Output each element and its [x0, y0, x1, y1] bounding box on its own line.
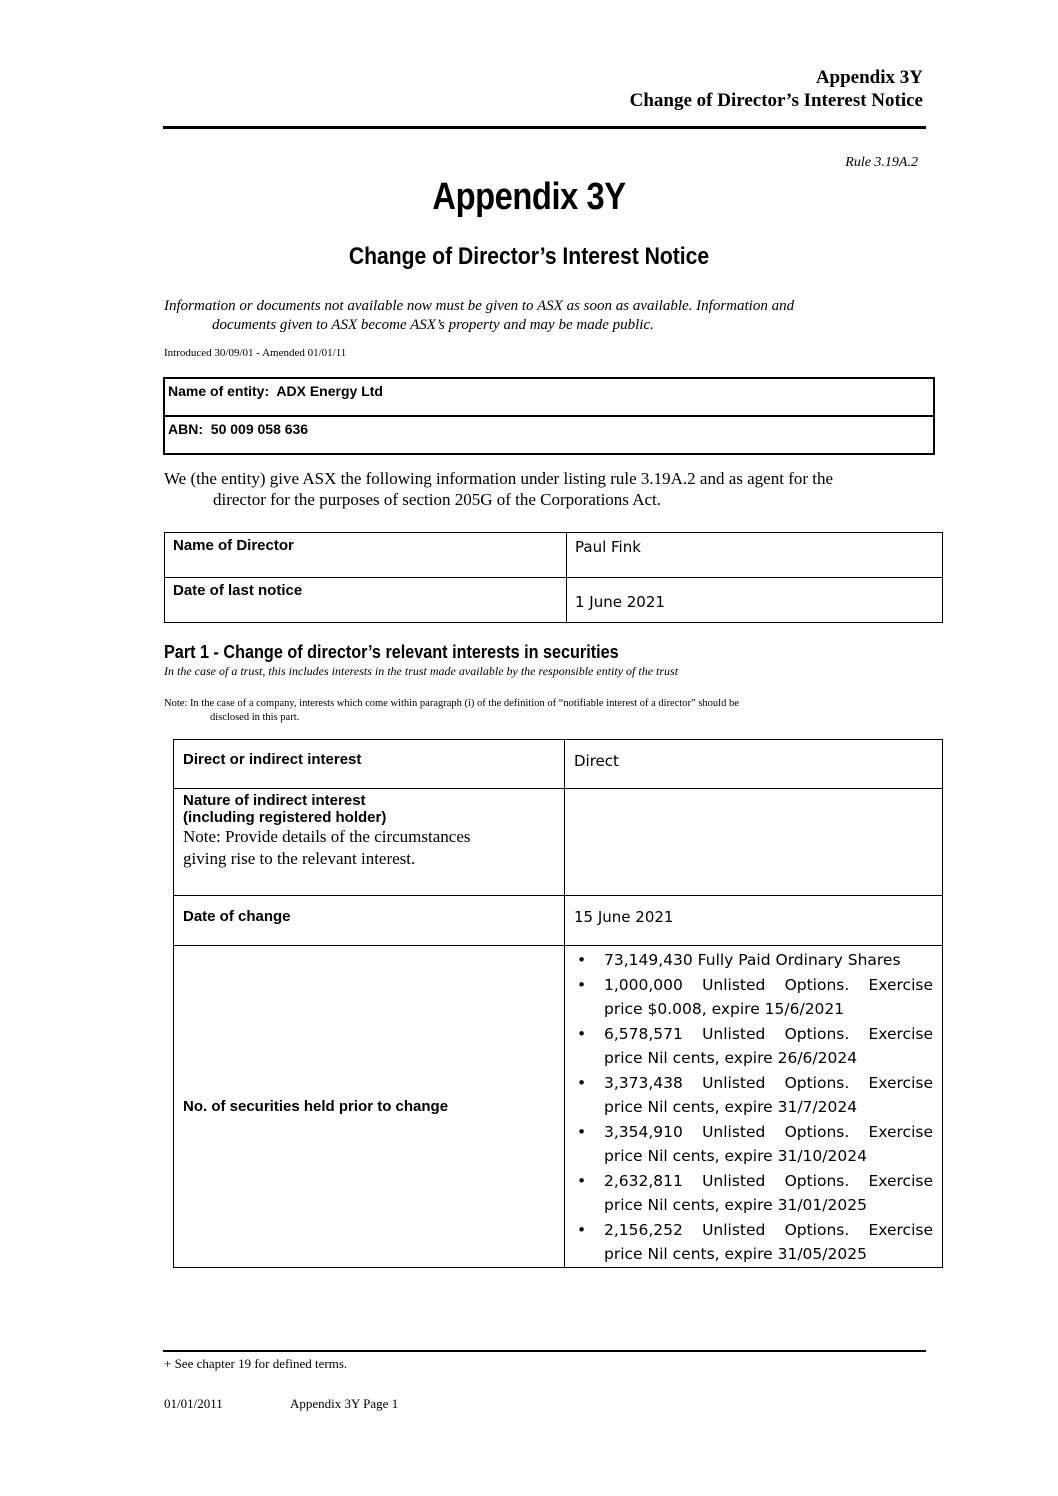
date-change-label: Date of change [174, 896, 565, 946]
statement [164, 468, 934, 510]
last-notice-value: 1 June 2021 [567, 578, 943, 623]
abn-label: ABN: [168, 421, 203, 437]
interest-table [173, 739, 943, 1268]
footer-date: 01/01/2011 [164, 1396, 223, 1411]
list-item: • 73,149,430 Fully Paid Ordinary Shares [604, 948, 933, 973]
nature-value [565, 789, 943, 896]
intro-note-line2: documents given to ASX become ASX’s property and may be made public. [212, 317, 654, 333]
list-item: • 2,156,252 Unlisted Options. Exercise price Nil cents, expire 31/05/2025 [604, 1218, 933, 1267]
footer-rule [163, 1350, 926, 1352]
header-rule [163, 126, 926, 129]
part1-note-line1: Note: In the case of a company, interests which come within paragraph (i) of the definition of “notifiable interest of a director” should be [164, 698, 739, 709]
date-change-value: 15 June 2021 [565, 896, 943, 946]
prior-securities-list [574, 948, 933, 1267]
statement-line2: director for the purposes of section 205G of the Corporations Act. [213, 490, 662, 509]
prior-securities-row [174, 946, 943, 1268]
intro-note [164, 297, 924, 335]
entity-name-value: ADX Energy Ltd [276, 383, 383, 399]
direct-value: Direct [565, 740, 943, 789]
document-subtitle: Change of Director’s Interest Notice [348, 243, 710, 270]
part1-heading: Part 1 - Change of director’s relevant interests in securities [164, 642, 619, 662]
last-notice-row [165, 578, 943, 623]
nature-note1: Note: Provide details of the circumstances [183, 827, 471, 846]
entity-table [163, 377, 935, 455]
header-subtitle: Change of Director’s Interest Notice [629, 90, 923, 111]
list-item: • 3,373,438 Unlisted Options. Exercise price Nil cents, expire 31/7/2024 [604, 1071, 933, 1120]
header-title: Appendix 3Y [815, 67, 923, 88]
director-name-label: Name of Director [165, 533, 567, 578]
entity-name-row [164, 378, 934, 416]
rule-reference: Rule 3.19A.2 [845, 155, 918, 170]
nature-label1: Nature of indirect interest [183, 792, 366, 809]
document-title: Appendix 3Y [432, 176, 626, 218]
list-item: • 3,354,910 Unlisted Options. Exercise price Nil cents, expire 31/10/2024 [604, 1120, 933, 1169]
director-name-value: Paul Fink [567, 533, 943, 578]
date-change-row [174, 896, 943, 946]
abn-value: 50 009 058 636 [210, 421, 309, 437]
prior-securities-label: No. of securities held prior to change [174, 946, 565, 1268]
footer-page: Appendix 3Y Page 1 [290, 1396, 399, 1411]
direct-row [174, 740, 943, 789]
entity-name-label: Name of entity: [168, 383, 270, 399]
direct-label: Direct or indirect interest [174, 740, 565, 789]
nature-label2: (including registered holder) [183, 809, 387, 826]
list-item: • 6,578,571 Unlisted Options. Exercise price Nil cents, expire 26/6/2024 [604, 1022, 933, 1071]
statement-line1: We (the entity) give ASX the following information under listing rule 3.19A.2 and as agent for the [164, 469, 834, 488]
part1-note [164, 697, 924, 725]
director-name-row [165, 533, 943, 578]
nature-note2: giving rise to the relevant interest. [183, 849, 416, 868]
intro-note-line1: Information or documents not available now must be given to ASX as soon as available. Information and [164, 298, 795, 314]
last-notice-label: Date of last notice [165, 578, 567, 623]
part1-note-line2: disclosed in this part. [210, 712, 300, 723]
history-note: Introduced 30/09/01 - Amended 01/01/11 [164, 347, 347, 359]
entity-abn-row [164, 416, 934, 454]
list-item: • 2,632,811 Unlisted Options. Exercise price Nil cents, expire 31/01/2025 [604, 1169, 933, 1218]
director-table [164, 532, 943, 623]
footer-see-terms: + See chapter 19 for defined terms. [164, 1356, 348, 1371]
list-item: • 1,000,000 Unlisted Options. Exercise price $0.008, expire 15/6/2021 [604, 973, 933, 1022]
part1-subheading: In the case of a trust, this includes interests in the trust made available by the responsible entity of the trust [164, 664, 679, 678]
nature-row [174, 789, 943, 896]
